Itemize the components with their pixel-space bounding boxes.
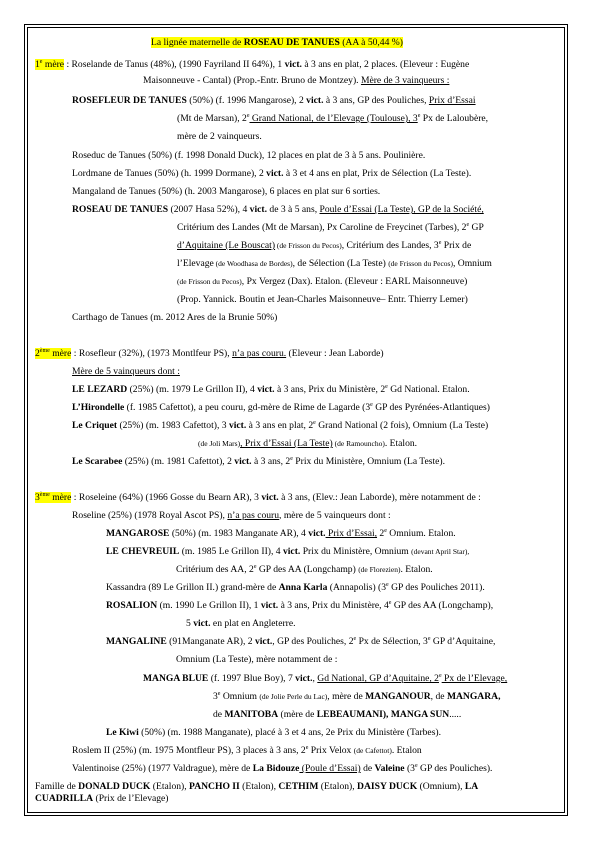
t: . Etalon <box>391 745 422 756</box>
kassandra-line <box>106 582 485 593</box>
t: e <box>384 527 387 534</box>
t: vict. <box>284 59 302 70</box>
t: Prix de <box>441 240 472 251</box>
rosefleur-line-3 <box>177 131 262 142</box>
t: Roslem II (25%) (m. 1975 Montfleur PS), 3 places à 3 ans, 2 <box>72 745 306 756</box>
t: e <box>217 690 221 697</box>
t: d’Aquitaine (Le Bouscat) <box>177 240 276 251</box>
t: (de Jolie Perle du Lac) <box>259 692 328 701</box>
t: Anna Karla <box>278 582 328 593</box>
t: vict. <box>306 95 324 106</box>
le-chevreuil-line-1 <box>106 546 469 557</box>
t: MANGANOUR <box>365 691 431 702</box>
t: l’Elevage <box>177 258 214 269</box>
t: Omnium <box>220 691 260 702</box>
t: CETHIM <box>278 781 319 792</box>
t: (3 <box>404 763 415 774</box>
t: vict. <box>257 384 275 395</box>
title-highlight <box>151 37 403 48</box>
t: vict. <box>261 492 279 503</box>
t: 3 <box>213 691 218 702</box>
title-suffix: (AA à 50,44 %) <box>339 37 403 48</box>
t: ROSALION <box>106 600 158 611</box>
t: Valentinoise (25%) (1977 Valdrague), mère de <box>72 763 253 774</box>
t: Famille de <box>35 781 79 792</box>
t: La Bidouze <box>252 763 300 774</box>
mangaline-line-2 <box>176 654 337 665</box>
t: vict. <box>282 546 301 557</box>
t: ème <box>39 491 50 498</box>
t: Gd National. Etalon. <box>387 384 470 395</box>
t: (25%) (m. 1981 Cafettot), 2 <box>122 456 235 467</box>
roseau-line-5 <box>177 276 467 287</box>
t: MANGA BLUE <box>143 673 209 684</box>
t: Le Scarabee <box>72 456 123 467</box>
roslem-line <box>72 745 422 756</box>
family-line-1 <box>35 781 478 792</box>
t: : Roselande de Tanus (48%), (1990 Fayriland II 64%), 1 <box>64 59 285 70</box>
t: , Prix d’Essai (La Teste) <box>240 438 333 449</box>
t: (Etalon), <box>150 781 190 792</box>
hirondelle-line <box>72 402 490 413</box>
manga-blue-line-3 <box>213 709 461 720</box>
t: (91Manganate AR), 2 <box>166 636 255 647</box>
t: (de Frisson du Pecos) <box>388 259 453 268</box>
t: (50%) (m. 1988 Manganate), placé à 3 et 4 ans, 2e Prix du Ministère (Tarbes). <box>138 727 442 738</box>
t: Grand National (2 fois), Omnium (La Teste) <box>315 420 489 431</box>
t: GP d’Aquitaine, <box>430 636 496 647</box>
t: Le Kiwi <box>106 727 139 738</box>
t: vict. <box>295 673 313 684</box>
third-dam-line <box>35 492 481 503</box>
t: Carthago de Tanues (m. 2012 Ares de la Brunie 50%) <box>72 312 278 323</box>
t: Omnium. Etalon. <box>386 528 456 539</box>
t: , <box>312 673 318 684</box>
first-dam-line-2 <box>143 75 449 86</box>
le-chevreuil-line-2 <box>176 564 433 575</box>
t: Prix d’Essai, <box>325 528 378 539</box>
roseduc-line <box>72 150 425 161</box>
t: (2007 Hasa 52%), 4 <box>168 204 250 215</box>
t: , mère de <box>327 691 366 702</box>
t: (Etalon), <box>318 781 358 792</box>
t: vict. <box>266 168 284 179</box>
t: n’a pas couru. <box>232 348 287 359</box>
t: à 3 ans, 2 <box>251 456 291 467</box>
manga-blue-line-1 <box>143 673 507 684</box>
t: (f. 1985 Cafettot), a peu couru, gd-mère de Rime de Lagarde (3 <box>124 402 371 413</box>
t: Lordmane de Tanues (50%) (h. 1999 Dormane), 2 <box>72 168 267 179</box>
t: MANGALINE <box>106 636 167 647</box>
t: 3 <box>35 492 40 503</box>
t: Critérium des AA, 2 <box>176 564 254 575</box>
t: Mère de 5 vainqueurs dont : <box>72 366 180 377</box>
t: Critérium des Landes (Mt de Marsan), Px Caroline de Freycinet (Tarbes), 2 <box>177 222 467 233</box>
third-dam-label <box>35 492 71 503</box>
t: (de Cafettot) <box>353 746 392 755</box>
t: , de <box>430 691 447 702</box>
t: vict. <box>308 528 326 539</box>
roseline-line <box>72 510 391 521</box>
t: (Mt de Marsan), 2 <box>177 113 247 124</box>
t: mère <box>49 492 72 503</box>
roseau-line-2 <box>177 222 484 233</box>
t: e <box>438 672 442 679</box>
t: mère de 2 vainqueurs. <box>177 131 262 142</box>
t: e <box>438 239 442 246</box>
t: à 3 ans, (Elev.: Jean Laborde), mère notamment de : <box>278 492 481 503</box>
t: à 3 et 4 ans en plat, Prix de Sélection (La Teste). <box>283 168 472 179</box>
t: DAISY DUCK <box>357 781 418 792</box>
t: (25%) (m. 1979 Le Grillon II), 4 <box>127 384 258 395</box>
t: Px de l’Elevage, <box>441 673 508 684</box>
t: Prix d’Essai <box>428 95 476 106</box>
t: e <box>253 563 257 570</box>
t: mère <box>49 348 72 359</box>
t: (devant April Star), <box>411 547 470 556</box>
t: Prix du Ministère, Omnium (La Teste). <box>292 456 446 467</box>
t: Prix du Ministère, Omnium <box>300 546 412 557</box>
t: Poule d’Essai (La Teste), GP de la Société, <box>319 204 484 215</box>
t: Mangaland de Tanues (50%) (h. 2003 Mangarose), 6 places en plat sur 6 sorties. <box>72 186 381 197</box>
t: Maisonneuve - Cantal) (Prop.-Entr. Bruno de Montzey). <box>143 75 361 86</box>
t: GP des Pouliches). <box>417 763 493 774</box>
t: Roseline (25%) (1978 Royal Ascot PS), <box>72 510 228 521</box>
t: (m. 1985 Le Grillon II), 4 <box>179 546 283 557</box>
t: GP des AA (Longchamp), <box>391 600 494 611</box>
t: e <box>246 112 250 119</box>
t: (de Woodhasa de Bordes) <box>213 259 293 268</box>
t: e <box>388 599 392 606</box>
t: Valeine <box>374 763 405 774</box>
title-name: ROSEAU DE TANUES <box>243 37 340 48</box>
t: e <box>386 581 389 588</box>
t: e <box>417 112 421 119</box>
t: ..... <box>449 709 462 720</box>
lordmane-line <box>72 168 471 179</box>
rosalion-line-2 <box>186 618 296 629</box>
t: à 3 ans, Prix du Ministère, 2 <box>274 384 386 395</box>
t: Le Criquet <box>72 420 118 431</box>
le-criquet-line-1 <box>72 420 488 431</box>
second-dam-label <box>35 348 71 359</box>
t: PANCHO II <box>189 781 240 792</box>
t: (Prix de l’Elevage) <box>93 793 169 804</box>
t: . Etalon. <box>400 564 433 575</box>
t: à 3 ans en plat, 2 places. (Eleveur : Eugène <box>301 59 470 70</box>
t: de <box>360 763 375 774</box>
t: (Prop. Yannick. Boutin et Jean-Charles Maisonneuve– Entr. Thierry Lemer) <box>177 294 468 305</box>
mangaland-line <box>72 186 380 197</box>
t: . Etalon. <box>384 438 418 449</box>
t: mère <box>42 59 65 70</box>
roseau-line-3 <box>177 240 471 251</box>
valentinoise-line <box>72 763 492 774</box>
t: Prix Velox <box>308 745 354 756</box>
t: à 3 ans, Prix du Ministère, 4 <box>278 600 389 611</box>
t: : Rosefleur (32%), (1973 Montlfeur PS), <box>71 348 233 359</box>
t: (de Frisson du Pecos) <box>177 277 242 286</box>
first-dam-line-1 <box>35 59 469 70</box>
first-dam-label <box>35 59 64 70</box>
t: e <box>414 762 418 769</box>
t: vict. <box>193 618 211 629</box>
t: (Omnium), <box>417 781 465 792</box>
t: , Px Vergez (Dax). Etalon. (Eleveur : EARL Maisonneuve) <box>241 276 468 287</box>
t: , Critérium des Landes, 3 <box>341 240 439 251</box>
roseau-line-4 <box>177 258 492 269</box>
t: e <box>385 383 388 390</box>
family-line-2 <box>35 793 169 804</box>
t: MANITOBA <box>224 709 279 720</box>
t: Px de Sélection, 3 <box>356 636 428 647</box>
t: LE CHEVREUIL <box>106 546 180 557</box>
t: e <box>39 58 43 65</box>
t: ROSEAU DE TANUES <box>72 204 169 215</box>
t: 5 <box>186 618 194 629</box>
t: LA <box>464 781 479 792</box>
t: Px de Laloubère, <box>420 113 489 124</box>
t: CUADRILLA <box>35 793 94 804</box>
t: , GP des Pouliches, 2 <box>272 636 354 647</box>
t: GP des AA (Longchamp) <box>256 564 359 575</box>
t: e <box>313 419 316 426</box>
le-lezard-line <box>72 384 470 395</box>
t: vict. <box>234 456 252 467</box>
carthago-line <box>72 312 277 323</box>
t: 1 <box>35 59 40 70</box>
t: GP des Pyrénées-Atlantiques) <box>372 402 490 413</box>
t: (Poule d’Essai) <box>299 763 361 774</box>
t: e <box>290 455 293 462</box>
mangarose-line <box>106 528 456 539</box>
manga-blue-line-2 <box>213 691 501 702</box>
roseau-line-6 <box>177 294 468 305</box>
t: e <box>353 635 357 642</box>
t: (50%) (m. 1983 Manganate AR), 4 <box>169 528 309 539</box>
t: (50%) (f. 1996 Mangarose), 2 <box>186 95 307 106</box>
le-criquet-line-2 <box>198 438 417 449</box>
t: (Annapolis) (3 <box>327 582 387 593</box>
t: e <box>427 635 431 642</box>
t: Mère de 3 vainqueurs : <box>360 75 450 86</box>
t: (de Ramouncho) <box>332 439 385 448</box>
page-title <box>151 37 403 48</box>
t: (25%) (m. 1983 Cafettot), 3 <box>117 420 229 431</box>
rosalion-line-1 <box>106 600 493 611</box>
t: vict. <box>254 636 273 647</box>
t: MANGAROSE <box>106 528 170 539</box>
t: n’a pas couru <box>227 510 280 521</box>
t: à 3 ans en plat, 2 <box>246 420 314 431</box>
t: Omnium (La Teste), mère notamment de : <box>176 654 338 665</box>
t: e <box>305 744 309 751</box>
t: en plat en Angleterre. <box>210 618 296 629</box>
t: Gd National, GP d’Aquitaine, 2 <box>317 673 439 684</box>
t: de <box>213 709 225 720</box>
rosefleur-line-2 <box>177 113 488 124</box>
le-scarabee-line <box>72 456 445 467</box>
t: (f. 1997 Blue Boy), 7 <box>208 673 296 684</box>
t: e <box>466 221 470 228</box>
t: vict. <box>260 600 279 611</box>
roseau-line-1 <box>72 204 484 215</box>
t: (de Joli Mars) <box>198 439 241 448</box>
second-dam-winners-heading <box>72 366 180 377</box>
t: , Omnium <box>452 258 492 269</box>
t: L’Hirondelle <box>72 402 125 413</box>
t: : Roseleine (64%) (1966 Gosse du Bearn AR), 3 <box>71 492 262 503</box>
t: (de Frisson du Pecos) <box>275 241 342 250</box>
t: e <box>370 401 373 408</box>
t: (m. 1990 Le Grillon II), 1 <box>157 600 261 611</box>
t: (Eleveur : Jean Laborde) <box>286 348 384 359</box>
t: , de Sélection (La Teste) <box>292 258 389 269</box>
t: 2 <box>377 528 385 539</box>
title-prefix: La lignée maternelle de <box>151 37 244 48</box>
t: DONALD DUCK <box>78 781 151 792</box>
t: vict. <box>249 204 267 215</box>
t: MANGARA, <box>446 691 501 702</box>
mangaline-line-1 <box>106 636 495 647</box>
t: GP <box>469 222 484 233</box>
t: à 3 ans, GP des Pouliches, <box>323 95 429 106</box>
t: LEBEAUMANI), MANGA SUN <box>316 709 450 720</box>
t: LE LEZARD <box>72 384 128 395</box>
t: (mère de <box>278 709 317 720</box>
t: de 3 à 5 ans, <box>267 204 320 215</box>
le-kiwi-line <box>106 727 441 738</box>
t: GP des Pouliches 2011). <box>388 582 485 593</box>
t: Grand National, de l’Elevage (Toulouse), 3 <box>249 113 418 124</box>
t: ème <box>39 347 50 354</box>
t: (Etalon), <box>239 781 279 792</box>
t: Roseduc de Tanues (50%) (f. 1998 Donald Duck), 12 places en plat de 3 à 5 ans. Poulinière. <box>72 150 426 161</box>
t: 2 <box>35 348 40 359</box>
second-dam-line <box>35 348 384 359</box>
t: vict. <box>228 420 247 431</box>
t: (de Florezien) <box>358 565 401 574</box>
t: Kassandra (89 Le Grillon II.) grand-mère de <box>106 582 279 593</box>
t: , mère de 5 vainqueurs dont : <box>279 510 391 521</box>
t: ROSEFLEUR DE TANUES <box>72 95 187 106</box>
rosefleur-line-1 <box>72 95 476 106</box>
